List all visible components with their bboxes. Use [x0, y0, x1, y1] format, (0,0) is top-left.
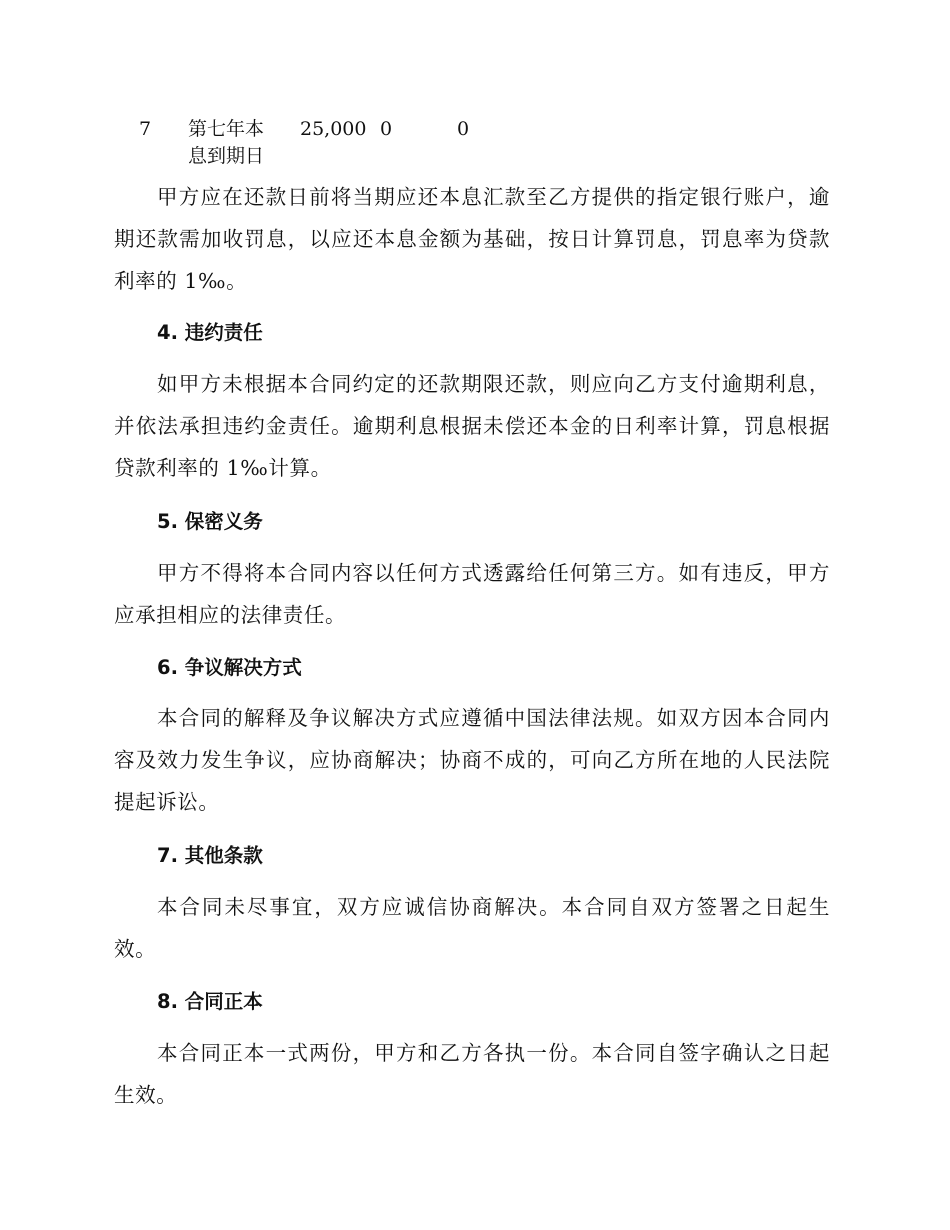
row-label-line1: 第七年本	[188, 118, 265, 140]
row-value-1: 0	[380, 118, 393, 140]
section-heading-originals: 8. 合同正本	[157, 990, 263, 1013]
section-heading-confidentiality: 5. 保密义务	[157, 510, 263, 533]
repayment-table-row	[0, 116, 950, 176]
section-body-dispute: 本合同的解释及争议解决方式应遵循中国法律法规。如双方因本合同内容及效力发生争议，应协商解决；协商不成的，可向乙方所在地的人民法院提起诉讼。	[114, 706, 830, 814]
repayment-penalty-paragraph: 甲方应在还款日前将当期应还本息汇款至乙方提供的指定银行账户，逾期还款需加收罚息，以应还本息金额为基础，按日计算罚息，罚息率为贷款利率的 1‰。	[114, 185, 830, 293]
section-heading-dispute: 6. 争议解决方式	[157, 656, 302, 679]
section-body-other-terms: 本合同未尽事宜，双方应诚信协商解决。本合同自双方签署之日起生效。	[114, 895, 830, 961]
row-value-2: 0	[457, 118, 470, 140]
row-amount: 25,000	[300, 118, 367, 140]
section-body-breach: 如甲方未根据本合同约定的还款期限还款，则应向乙方支付逾期利息，并依法承担违约金责任。逾期利息根据未偿还本金的日利率计算，罚息根据贷款利率的 1‰计算。	[114, 372, 830, 480]
row-index: 7	[139, 118, 152, 140]
section-heading-breach: 4. 违约责任	[157, 321, 263, 344]
row-label-line2: 息到期日	[188, 145, 265, 167]
section-body-confidentiality: 甲方不得将本合同内容以任何方式透露给任何第三方。如有违反，甲方应承担相应的法律责任。	[114, 561, 830, 627]
section-heading-other-terms: 7. 其他条款	[157, 844, 263, 867]
row-label	[188, 116, 280, 170]
section-body-originals: 本合同正本一式两份，甲方和乙方各执一份。本合同自签字确认之日起生效。	[114, 1041, 830, 1107]
